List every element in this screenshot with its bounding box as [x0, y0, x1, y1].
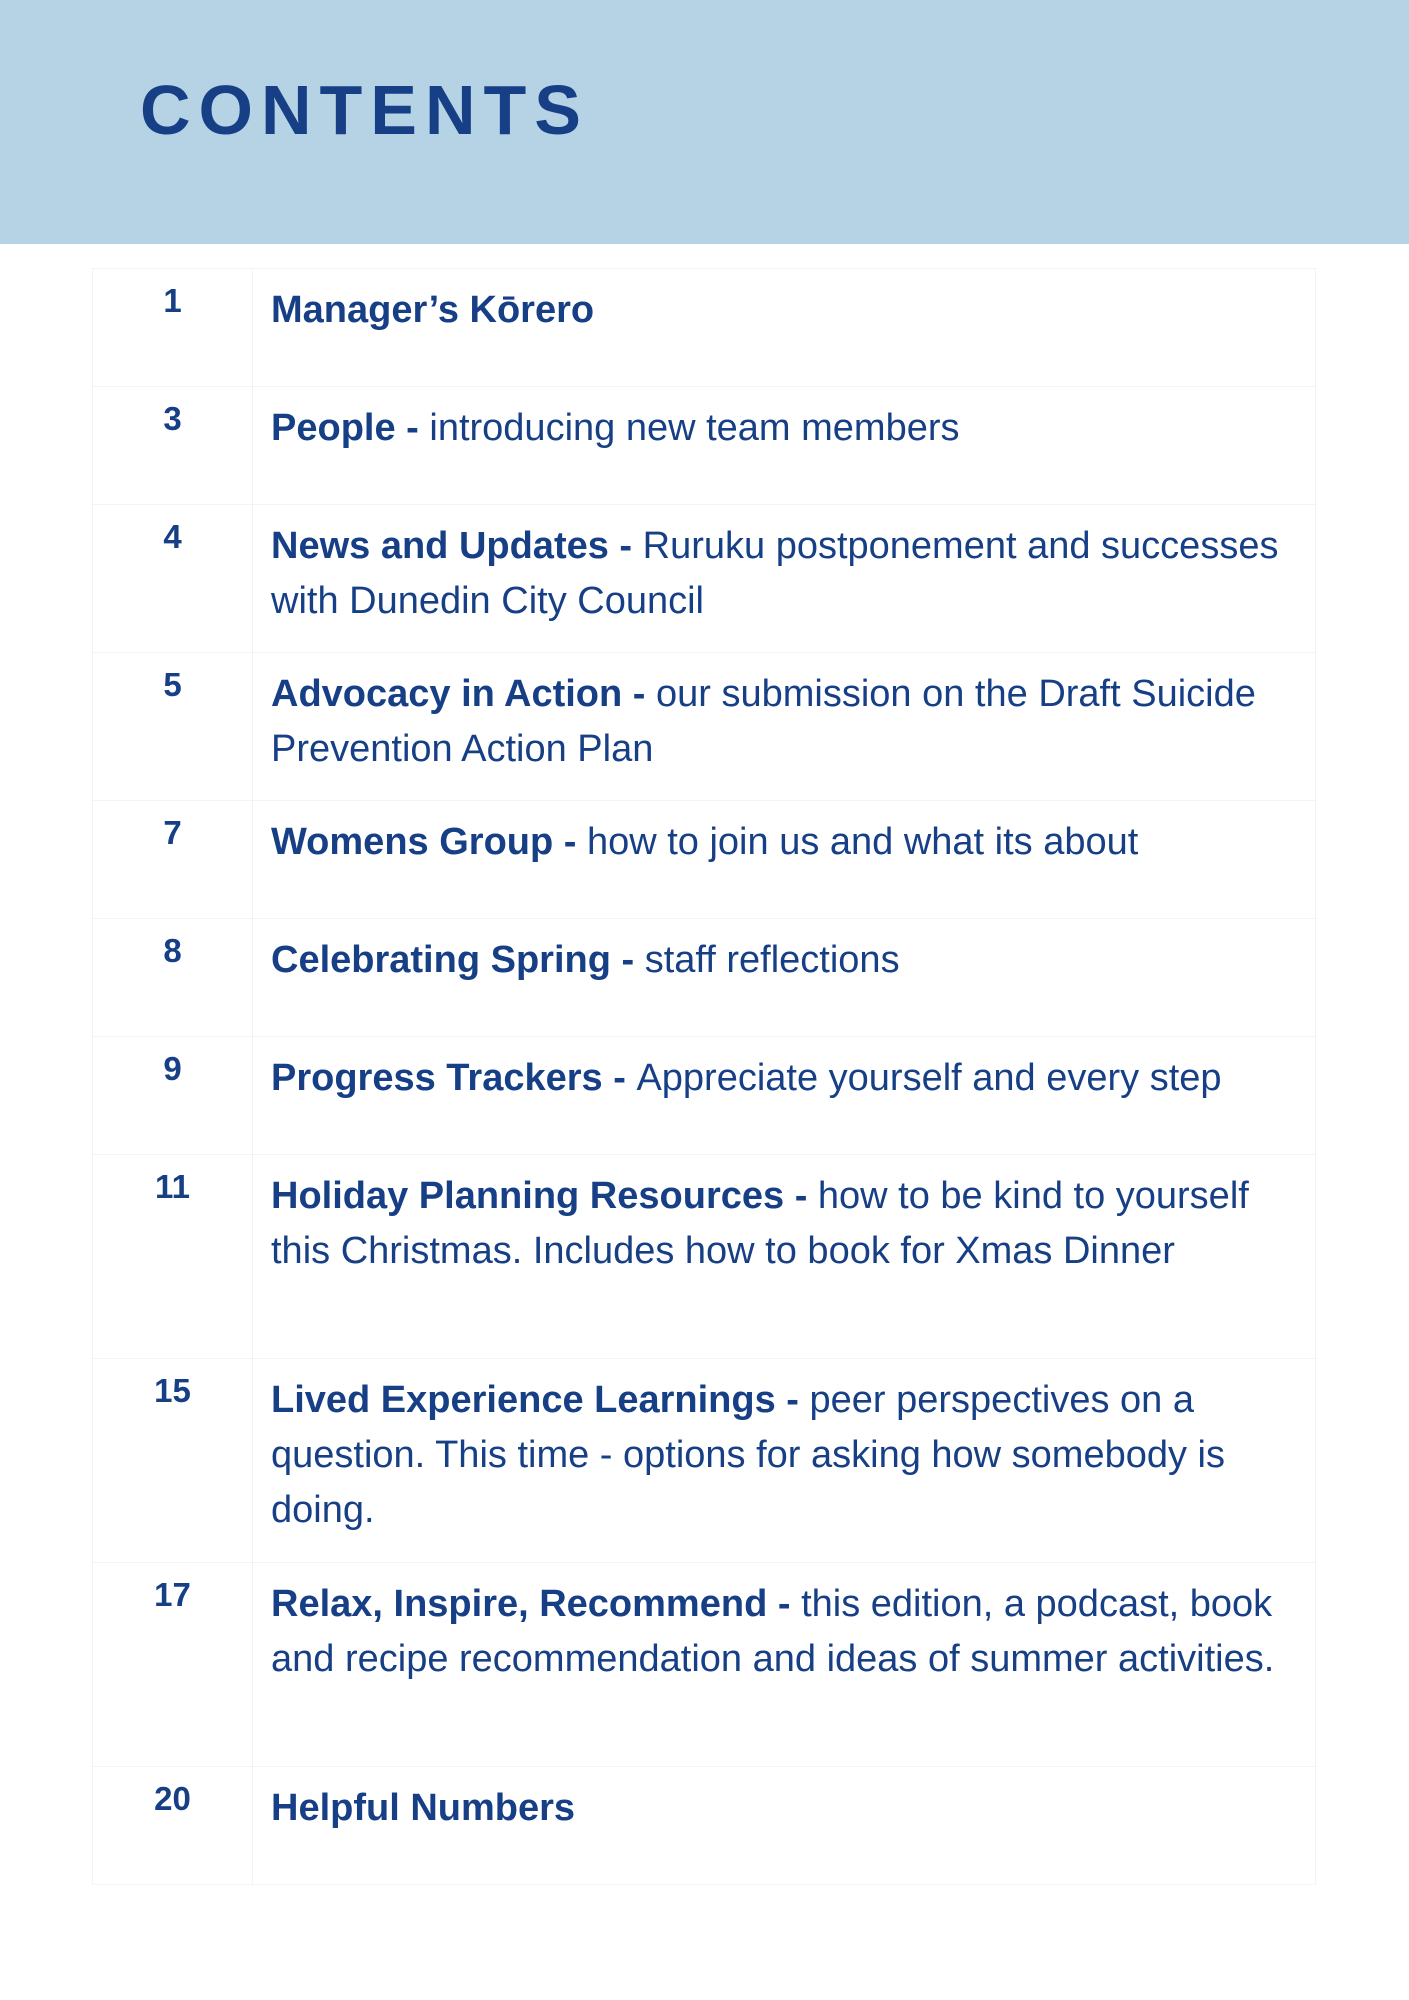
page-title: CONTENTS [140, 71, 589, 149]
toc-page-number: 4 [93, 505, 253, 653]
toc-entry[interactable] [253, 919, 1316, 1037]
toc-entry[interactable] [253, 653, 1316, 801]
toc-entry[interactable] [253, 1563, 1316, 1767]
contents-table [92, 268, 1316, 1885]
toc-entry-description: Appreciate yourself and every step [636, 1057, 1222, 1099]
toc-page-number: 11 [93, 1155, 253, 1359]
toc-entry-title: Manager’s Kōrero [271, 289, 595, 331]
toc-entry[interactable] [253, 387, 1316, 505]
toc-row[interactable] [93, 1037, 1316, 1155]
toc-entry-description: this edition, a podcast, book and recipe recommendation and ideas of summer activities. [271, 1583, 1275, 1680]
toc-entry-description: staff reflections [644, 939, 900, 981]
header-band [0, 0, 1409, 244]
toc-row[interactable] [93, 919, 1316, 1037]
toc-row[interactable] [93, 1767, 1316, 1885]
toc-row[interactable] [93, 1359, 1316, 1563]
toc-page-number: 17 [93, 1563, 253, 1767]
toc-entry-description: how to be kind to yourself this Christmas. Includes how to book for Xmas Dinner [271, 1175, 1249, 1272]
toc-page-number: 3 [93, 387, 253, 505]
toc-entry-title: Holiday Planning Resources - [271, 1175, 818, 1217]
toc-entry-title: Womens Group - [271, 821, 587, 863]
toc-row[interactable] [93, 1563, 1316, 1767]
toc-row[interactable] [93, 653, 1316, 801]
toc-entry-title: Progress Trackers - [271, 1057, 637, 1099]
toc-entry-title: People - [271, 407, 430, 449]
toc-entry-description: peer perspectives on a question. This time - options for asking how somebody is doing. [271, 1379, 1225, 1531]
toc-entry-title: Lived Experience Learnings - [271, 1379, 810, 1421]
toc-entry-title: Helpful Numbers [271, 1787, 576, 1829]
toc-entry-description: how to join us and what its about [586, 821, 1139, 863]
toc-entry-title: Advocacy in Action - [271, 673, 656, 715]
toc-entry[interactable] [253, 505, 1316, 653]
toc-page-number: 15 [93, 1359, 253, 1563]
toc-row[interactable] [93, 1155, 1316, 1359]
toc-entry-title: News and Updates - [271, 525, 643, 567]
toc-entry[interactable] [253, 269, 1316, 387]
toc-row[interactable] [93, 387, 1316, 505]
toc-entry[interactable] [253, 1767, 1316, 1885]
toc-row[interactable] [93, 801, 1316, 919]
toc-page-number: 8 [93, 919, 253, 1037]
toc-page-number: 20 [93, 1767, 253, 1885]
toc-page-number: 5 [93, 653, 253, 801]
toc-entry[interactable] [253, 1037, 1316, 1155]
toc-entry[interactable] [253, 1155, 1316, 1359]
toc-entry-title: Celebrating Spring - [271, 939, 645, 981]
toc-page-number: 7 [93, 801, 253, 919]
toc-entry-title: Relax, Inspire, Recommend - [271, 1583, 802, 1625]
toc-entry-description: introducing new team members [429, 407, 960, 449]
toc-entry[interactable] [253, 801, 1316, 919]
toc-entry[interactable] [253, 1359, 1316, 1563]
toc-page-number: 9 [93, 1037, 253, 1155]
toc-entry-description: Ruruku postponement and successes with Dunedin City Council [271, 525, 1279, 622]
toc-row[interactable] [93, 505, 1316, 653]
toc-row[interactable] [93, 269, 1316, 387]
toc-page-number: 1 [93, 269, 253, 387]
toc-entry-description: our submission on the Draft Suicide Prevention Action Plan [271, 673, 1256, 770]
